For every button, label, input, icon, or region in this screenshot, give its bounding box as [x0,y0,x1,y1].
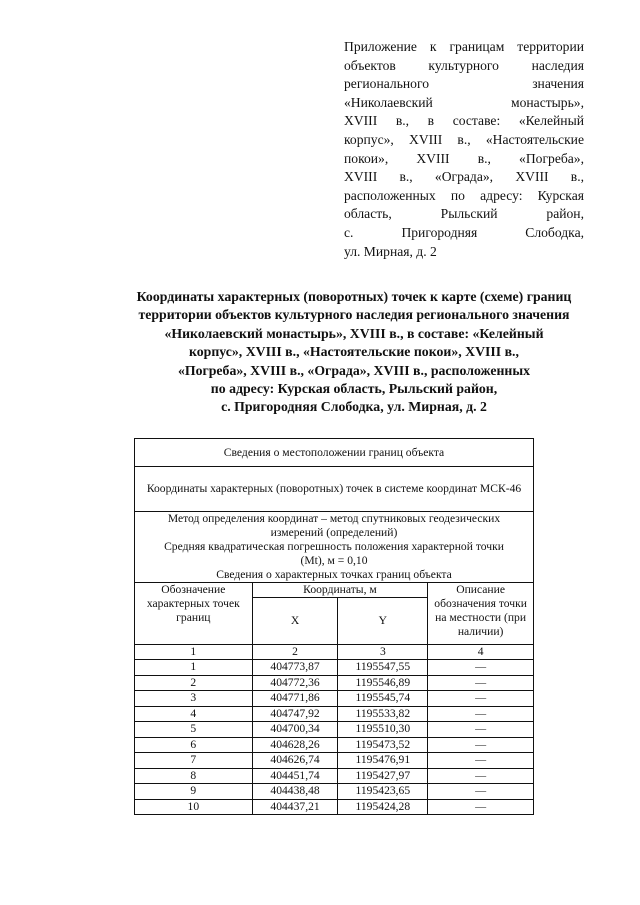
table-row [135,660,534,676]
point-x: 404747,92 [252,706,338,722]
col-number: 1 [135,645,253,660]
col-coords: Координаты, м [252,583,428,598]
title-line: корпус», XVIII в., «Настоятельские покои», XVIII в., [189,344,519,360]
method-line: Средняя квадратическая погрешность положения характерной точки [164,540,504,553]
point-number: 1 [135,660,253,676]
location-header: Сведения о местоположении границ объекта [135,439,534,467]
point-x: 404773,87 [252,660,338,676]
point-y: 1195547,55 [338,660,428,676]
point-y: 1195533,82 [338,706,428,722]
point-number: 5 [135,722,253,738]
col-number: 3 [338,645,428,660]
table-row [135,722,534,738]
point-description: — [428,675,534,691]
appendix-line: регионального значения [344,76,584,92]
appendix-note [344,38,584,261]
point-number: 4 [135,706,253,722]
coordinates-table [134,438,534,815]
table-header-row [135,467,534,512]
method-line: измерений (определений) [270,526,398,539]
appendix-line: корпус», XVIII в., «Настоятельские [344,131,584,147]
title-line: по адресу: Курская область, Рыльский район, [210,381,498,397]
point-description: — [428,660,534,676]
table-header-row [135,512,534,583]
point-x: 404771,86 [252,691,338,707]
appendix-line: XVIII в., «Ограда», XVIII в., [344,169,584,185]
point-y: 1195423,65 [338,784,428,800]
point-number: 6 [135,737,253,753]
col-designation: Обозначение характерных точек границ [135,583,253,645]
point-description: — [428,706,534,722]
appendix-line: Приложение к границам территории [344,39,584,54]
col-number: 4 [428,645,534,660]
appendix-line: область, Рыльский район, [344,206,584,222]
col-description: Описание обозначения точки на местности (при наличии) [428,583,534,645]
appendix-line: расположенных по адресу: Курская [344,187,584,203]
appendix-line: XVIII в., в составе: «Келейный [344,113,584,129]
point-y: 1195510,30 [338,722,428,738]
point-y: 1195476,91 [338,753,428,769]
point-description: — [428,737,534,753]
point-x: 404437,21 [252,799,338,815]
col-number: 2 [252,645,338,660]
table-row [135,706,534,722]
document-title [60,288,640,417]
point-description: — [428,784,534,800]
col-x: X [252,598,338,645]
table-row [135,737,534,753]
method-line: Метод определения координат – метод спутниковых геодезических [167,512,501,525]
point-number: 3 [135,691,253,707]
point-number: 9 [135,784,253,800]
point-x: 404451,74 [252,768,338,784]
point-y: 1195427,97 [338,768,428,784]
coord-system-header: Координаты характерных (поворотных) точек в системе координат МСК-46 [135,467,534,512]
appendix-line: покои», XVIII в., «Погреба», [344,150,584,166]
point-description: — [428,799,534,815]
point-x: 404628,26 [252,737,338,753]
point-y: 1195545,74 [338,691,428,707]
col-y: Y [338,598,428,645]
column-header-row [135,583,534,598]
point-x: 404626,74 [252,753,338,769]
point-number: 7 [135,753,253,769]
appendix-line: ул. Мирная, д. 2 [344,243,437,259]
title-line: с. Пригородняя Слободка, ул. Мирная, д. 2 [221,399,487,415]
method-header [135,512,534,583]
point-y: 1195546,89 [338,675,428,691]
column-number-row [135,645,534,660]
table-row [135,675,534,691]
title-line: «Николаевский монастырь», XVIII в., в составе: «Келейный [164,325,544,341]
title-line: Координаты характерных (поворотных) точек к карте (схеме) границ [136,289,572,304]
point-y: 1195424,28 [338,799,428,815]
point-number: 8 [135,768,253,784]
point-description: — [428,753,534,769]
table-row [135,753,534,769]
table-row [135,784,534,800]
title-line: территории объектов культурного наследия регионального значения [138,307,570,323]
method-line: (Mt), м = 0,10 [300,554,368,567]
table-row [135,691,534,707]
point-description: — [428,722,534,738]
appendix-line: с. Пригородняя Слободка, [344,224,584,240]
table-row [135,768,534,784]
point-x: 404772,36 [252,675,338,691]
point-y: 1195473,52 [338,737,428,753]
point-number: 2 [135,675,253,691]
table-row [135,799,534,815]
point-number: 10 [135,799,253,815]
table-header-row [135,439,534,467]
appendix-line: объектов культурного наследия [344,57,584,73]
point-x: 404438,48 [252,784,338,800]
appendix-line: «Николаевский монастырь», [344,94,584,110]
point-description: — [428,691,534,707]
point-description: — [428,768,534,784]
point-x: 404700,34 [252,722,338,738]
method-line: Сведения о характерных точках границ объекта [216,568,452,581]
title-line: «Погреба», XVIII в., «Ограда», XVIII в., расположенных [177,362,531,378]
